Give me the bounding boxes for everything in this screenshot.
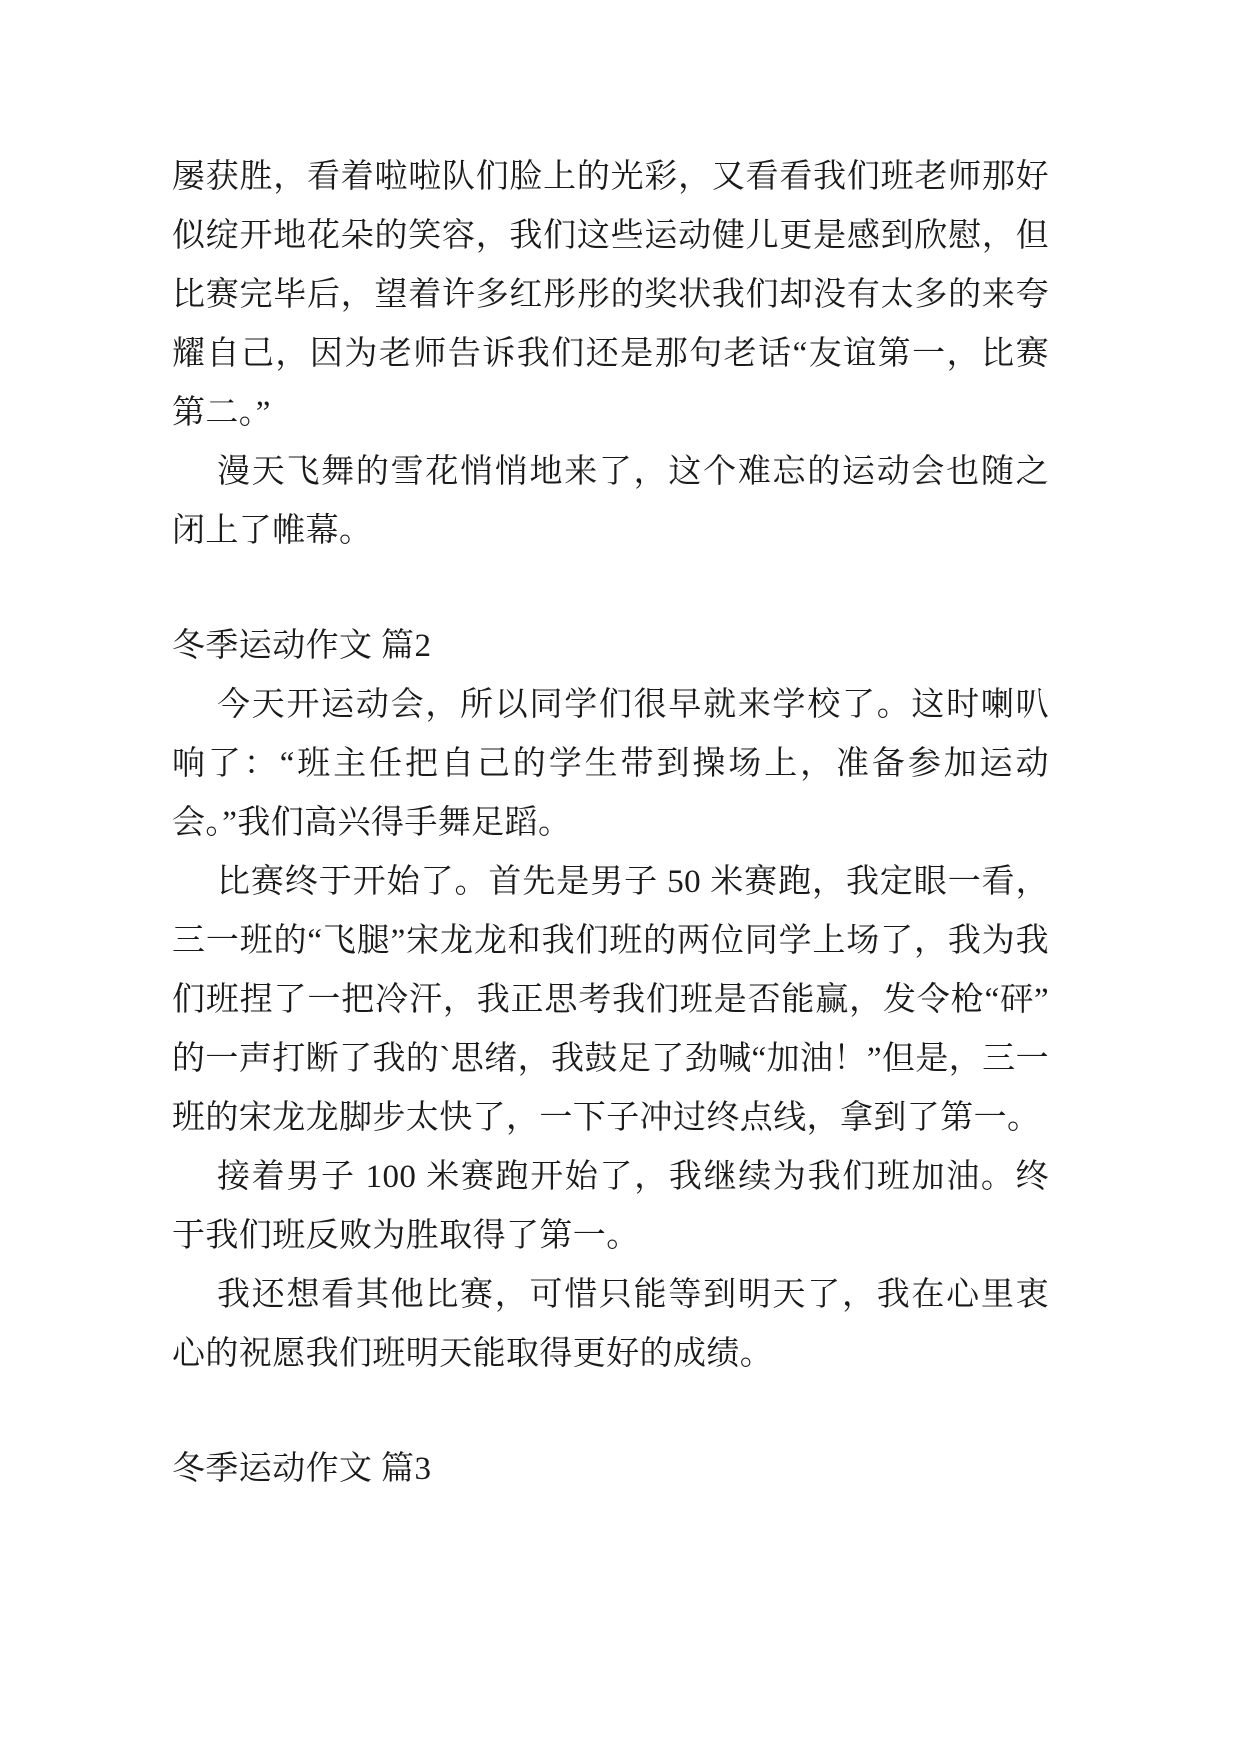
essay-body xyxy=(172,148,1049,1499)
section-heading-essay-2: 冬季运动作文 篇2 xyxy=(172,628,432,664)
essay-paragraph: 我还想看其他比赛，可惜只能等到明天了，我在心里衷心的祝愿我们班明天能取得更好的成绩。 xyxy=(172,1277,1049,1372)
essay-paragraph: 屡获胜，看着啦啦队们脸上的光彩，又看看我们班老师那好似绽开地花朵的笑容，我们这些运动健儿更是感到欣慰，但比赛完毕后，望着许多红彤彤的奖状我们却没有太多的来夸耀自己，因为老师告诉我们还是那句老话“友谊第一，比赛第二。” xyxy=(172,159,1049,431)
section-heading-essay-3: 冬季运动作文 篇3 xyxy=(172,1451,432,1487)
essay-paragraph: 比赛终于开始了。首先是男子 50 米赛跑，我定眼一看，三一班的“飞腿”宋龙龙和我们班的两位同学上场了，我为我们班捏了一把冷汗，我正思考我们班是否能赢，发令枪“砰”的一声打断了我的`思绪，我鼓足了劲喊“加油！”但是，三一班的宋龙龙脚步太快了，一下子冲过终点线，拿到了第一。 xyxy=(172,864,1049,1136)
essay-paragraph: 漫天飞舞的雪花悄悄地来了，这个难忘的运动会也随之闭上了帷幕。 xyxy=(172,454,1049,549)
essay-paragraph: 今天开运动会，所以同学们很早就来学校了。这时喇叭响了：“班主任把自己的学生带到操场上，准备参加运动会。”我们高兴得手舞足蹈。 xyxy=(172,687,1049,841)
essay-paragraph: 接着男子 100 米赛跑开始了，我继续为我们班加油。终于我们班反败为胜取得了第一。 xyxy=(172,1159,1049,1254)
